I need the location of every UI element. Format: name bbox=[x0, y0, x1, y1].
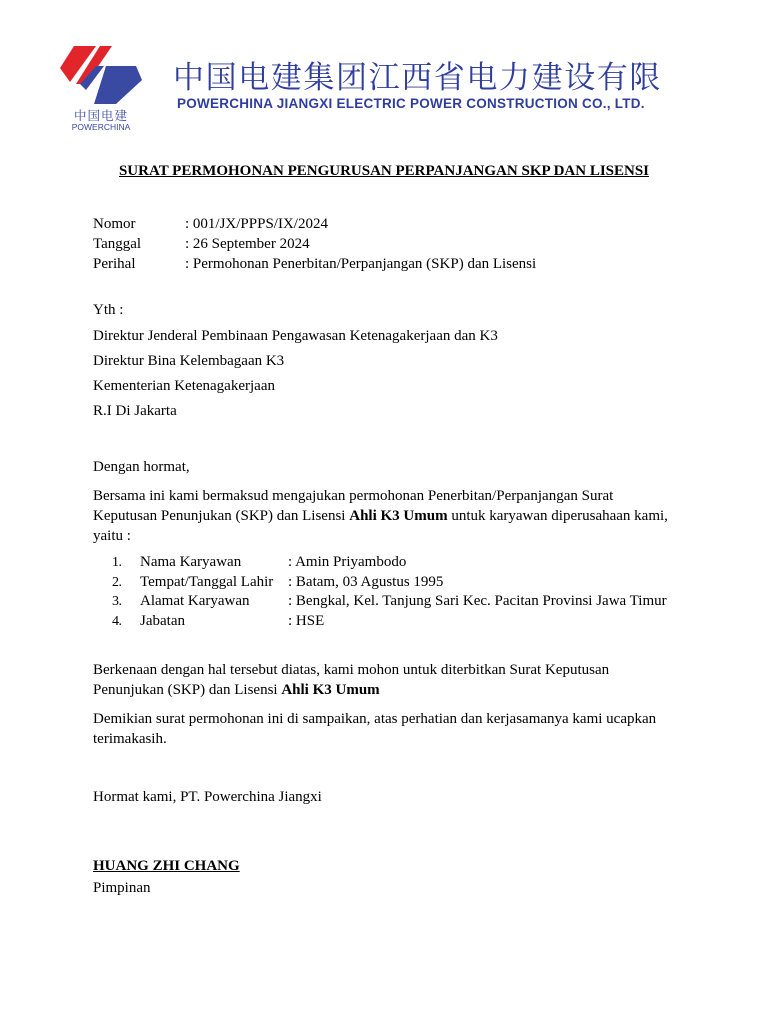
list-value: : HSE bbox=[288, 612, 325, 629]
request-paragraph bbox=[93, 660, 673, 700]
recipient-line: R.I Di Jakarta bbox=[93, 403, 177, 419]
intro-text: Bersama ini kami bermaksud mengajukan permohonan Penerbitan/Perpanjangan Surat Keputusan Penunjukan (SKP) dan Lisensi bbox=[93, 488, 614, 524]
list-item bbox=[112, 592, 667, 612]
intro-bold: Ahli K3 Umum bbox=[349, 508, 448, 524]
greeting: Dengan hormat, bbox=[93, 459, 190, 475]
recipient-line: Direktur Bina Kelembagaan K3 bbox=[93, 353, 285, 369]
logo-cn-text: 中国电建 bbox=[73, 108, 128, 123]
meta-label: Tanggal bbox=[93, 236, 142, 252]
company-logo bbox=[56, 44, 146, 136]
list-field: Nama Karyawan bbox=[140, 554, 242, 570]
company-name-cn: 中国电建集团江西省电力建设有限 bbox=[173, 60, 662, 96]
meta-value: : 26 September 2024 bbox=[185, 236, 310, 252]
list-item bbox=[112, 553, 667, 573]
closing-paragraph: Demikian surat permohonan ini di sampaikan, atas perhatian dan kerjasamanya kami ucapkan terimakasih. bbox=[93, 711, 657, 747]
list-number: 4. bbox=[112, 613, 122, 629]
request-text: Berkenaan dengan hal tersebut diatas, kami mohon untuk diterbitkan Surat Keputusan Penunjukan (SKP) dan Lisensi bbox=[93, 662, 610, 698]
letter-title: SURAT PERMOHONAN PENGURUSAN PERPANJANGAN SKP DAN LISENSI bbox=[118, 163, 650, 179]
list-value: : Batam, 03 Agustus 1995 bbox=[288, 573, 444, 590]
recipient-yth: Yth : bbox=[93, 302, 124, 318]
letter-meta bbox=[93, 214, 536, 274]
meta-label: Nomor bbox=[93, 216, 136, 232]
intro-paragraph bbox=[93, 486, 673, 546]
recipient-line: Direktur Jenderal Pembinaan Pengawasan Ketenagakerjaan dan K3 bbox=[93, 328, 498, 344]
regards: Hormat kami, PT. Powerchina Jiangxi bbox=[93, 789, 322, 805]
list-number: 1. bbox=[112, 555, 122, 570]
logo-en-text: POWERCHINA bbox=[71, 122, 131, 132]
meta-label: Perihal bbox=[93, 256, 136, 272]
list-field: Jabatan bbox=[140, 612, 185, 629]
meta-value: : 001/JX/PPPS/IX/2024 bbox=[185, 216, 328, 232]
list-number: 3. bbox=[112, 594, 122, 609]
recipient-line: Kementerian Ketenagakerjaan bbox=[93, 378, 275, 394]
signatory-name: HUANG ZHI CHANG bbox=[93, 858, 240, 874]
company-name-en: POWERCHINA JIANGXI ELECTRIC POWER CONSTRUCTION CO., LTD. bbox=[177, 96, 645, 111]
list-field: Tempat/Tanggal Lahir bbox=[140, 573, 274, 590]
signatory-position: Pimpinan bbox=[93, 880, 151, 896]
list-item bbox=[112, 573, 667, 593]
meta-row-nomor bbox=[93, 214, 536, 234]
list-item bbox=[112, 612, 667, 632]
list-value: : Bengkal, Kel. Tanjung Sari Kec. Pacitan Provinsi Jawa Timur bbox=[288, 593, 667, 609]
list-value: : Amin Priyambodo bbox=[288, 554, 407, 570]
list-number: 2. bbox=[112, 574, 122, 590]
meta-row-perihal bbox=[93, 254, 536, 274]
meta-value: : Permohonan Penerbitan/Perpanjangan (SKP) dan Lisensi bbox=[185, 256, 537, 272]
employee-list bbox=[112, 553, 667, 631]
intro-text-end: untuk karyawan diperusahaan kami, yaitu : bbox=[93, 508, 668, 544]
meta-row-tanggal bbox=[93, 234, 536, 254]
powerchina-emblem-icon bbox=[56, 44, 146, 106]
list-field: Alamat Karyawan bbox=[140, 593, 250, 609]
request-bold: Ahli K3 Umum bbox=[281, 682, 380, 698]
